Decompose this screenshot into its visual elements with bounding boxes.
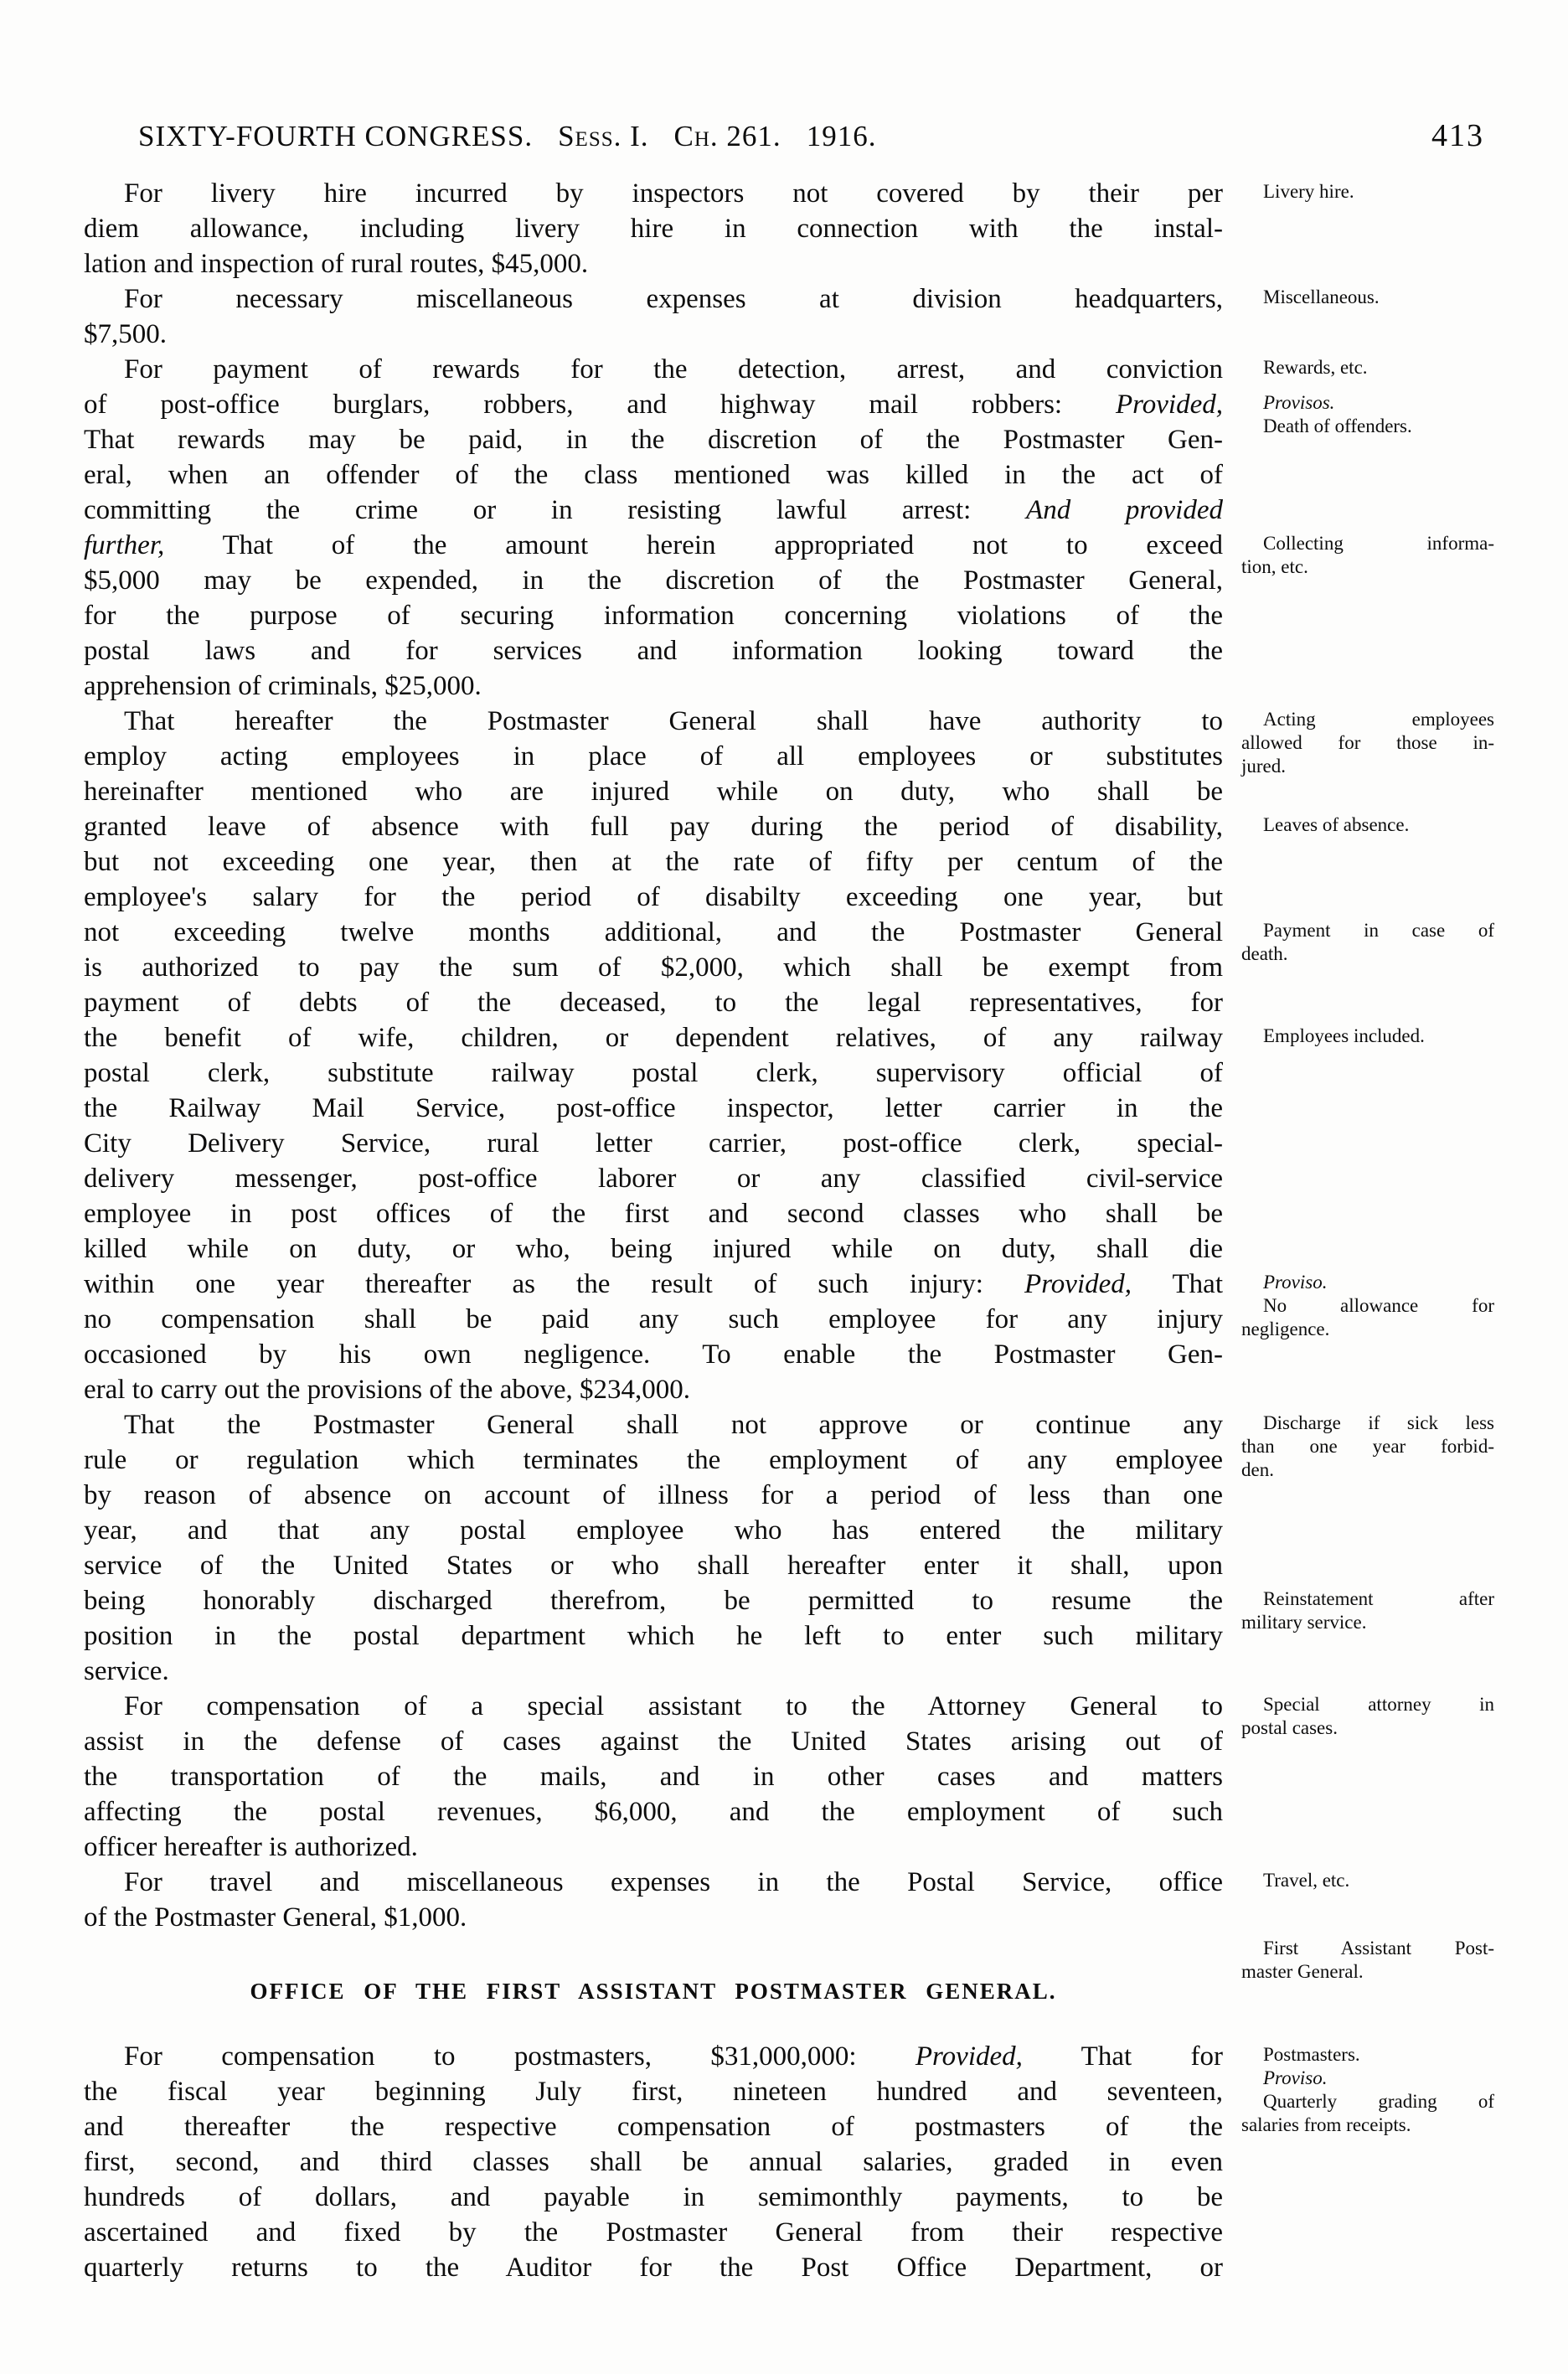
paragraph [84,1865,1223,1935]
margin-note-line: Proviso. [1263,2067,1328,2088]
margin-note-line: No allowance for [1263,1295,1494,1316]
text-line: hundreds of dollars, and payable in semimonthly payments, to be [84,2182,1223,2212]
text-line: That the Postmaster General shall not approve or continue any [124,1410,1223,1440]
text-line: For livery hire incurred by inspectors not covered by their per [124,178,1223,209]
page-number: 413 [1431,118,1484,153]
margin-note-line: Proviso. [1263,1272,1328,1293]
margin-note [1241,532,1494,579]
text-line: killed while on duty, or who, being injured while on duty, shall die [84,1234,1223,1264]
margin-note-line: than one year forbid- [1241,1436,1494,1457]
margin-note-line: Travel, etc. [1263,1870,1350,1891]
paragraph [84,281,1223,352]
margin-note-line: salaries from receipts. [1241,2114,1411,2135]
margin-note-line: Acting employees [1263,709,1494,730]
running-head-session: Sess. I. [558,120,649,152]
margin-note-line: postal cases. [1241,1717,1338,1738]
margin-note [1241,391,1494,438]
text-line: officer hereafter is authorized. [84,1832,418,1862]
text-line: eral to carry out the provisions of the above, $234,000. [84,1375,690,1405]
text-line: postal clerk, substitute railway postal clerk, supervisory official of [84,1058,1223,1088]
paragraph [84,1689,1223,1865]
text-line: eral, when an offender of the class mentioned was killed in the act of [84,460,1223,490]
text-line: That rewards may be paid, in the discretion of the Postmaster Gen- [84,425,1223,455]
text-line: service of the United States or who shall hereafter enter it shall, upon [84,1551,1223,1581]
margin-note-line: First Assistant Post- [1263,1938,1494,1959]
margin-note [1241,1587,1494,1634]
text-line: the transportation of the mails, and in other cases and matters [84,1762,1223,1792]
margin-note-line: Employees included. [1263,1025,1425,1046]
margin-note-line: Reinstatement after [1263,1588,1494,1609]
margin-note [1241,1937,1494,1984]
text-line: For travel and miscellaneous expenses in the Postal Service, office [124,1867,1223,1897]
text-line: For necessary miscellaneous expenses at division headquarters, [124,284,1223,314]
margin-note-line: Provisos. [1263,392,1335,413]
running-head-year: 1916. [806,120,877,152]
section-heading: OFFICE OF THE FIRST ASSISTANT POSTMASTER GENERAL. [250,1979,1057,2004]
margin-note [1241,356,1494,379]
margin-note-line: Leaves of absence. [1263,814,1410,835]
margin-note-line: Livery hire. [1263,181,1354,202]
text-line: committing the crime or in resisting lawful arrest: And provided [84,495,1223,525]
margin-note-line: allowed for those in- [1241,732,1494,753]
text-line: rule or regulation which terminates the employment of any employee [84,1445,1223,1475]
paragraph [84,2039,1223,2285]
text-line: within one year thereafter as the result of such injury: Provided, That [84,1269,1223,1299]
text-line: For payment of rewards for the detection, arrest, and conviction [124,354,1223,384]
margin-note-line: Collecting informa- [1263,533,1494,554]
margin-note [1241,708,1494,778]
text-line: not exceeding twelve months additional, and the Postmaster General [84,917,1223,947]
margin-note-line: military service. [1241,1612,1367,1633]
running-head-chapter: Ch. 261. [673,120,781,152]
text-line: $7,500. [84,319,167,349]
text-line: of post-office burglars, robbers, and highway mail robbers: Provided, [84,390,1223,420]
text-line: diem allowance, including livery hire in connection with the instal- [84,214,1223,244]
text-line: quarterly returns to the Auditor for the Post Office Department, or [84,2253,1223,2283]
text-line: occasioned by his own negligence. To enable the Postmaster Gen- [84,1339,1223,1370]
margin-note-line: Payment in case of [1263,920,1494,941]
margin-note-line: death. [1241,943,1288,964]
text-line: by reason of absence on account of illness for a period of less than one [84,1480,1223,1510]
text-line: postal laws and for services and information looking toward the [84,636,1223,666]
text-line: but not exceeding one year, then at the rate of fifty per centum of the [84,847,1223,877]
text-line: employee in post offices of the first and second classes who shall be [84,1199,1223,1229]
paragraph [84,704,1223,1407]
text-line: no compensation shall be paid any such employee for any injury [84,1304,1223,1334]
body-column [84,176,1223,2285]
margin-note-line: Quarterly grading of [1263,2091,1494,2112]
margin-note-line: tion, etc. [1241,556,1308,577]
margin-note [1241,180,1494,204]
margin-note [1241,1271,1494,1341]
text-line: payment of debts of the deceased, to the legal representatives, for [84,988,1223,1018]
margin-note-line: Discharge if sick less [1263,1412,1494,1433]
text-line: of the Postmaster General, $1,000. [84,1902,467,1933]
margin-note-line: master General. [1241,1961,1364,1982]
text-line: affecting the postal revenues, $6,000, and the employment of such [84,1797,1223,1827]
text-line: employ acting employees in place of all employees or substitutes [84,741,1223,772]
text-line: apprehension of criminals, $25,000. [84,671,482,701]
running-head [138,117,1484,154]
text-line: For compensation to postmasters, $31,000,000: Provided, That for [124,2041,1223,2072]
text-line: ascertained and fixed by the Postmaster General from their respective [84,2217,1223,2248]
text-line: City Delivery Service, rural letter carrier, post-office clerk, special- [84,1128,1223,1159]
margin-note [1241,813,1494,837]
text-line: for the purpose of securing information concerning violations of the [84,601,1223,631]
text-line: delivery messenger, post-office laborer or any classified civil-service [84,1164,1223,1194]
text-line: assist in the defense of cases against the United States arising out of [84,1726,1223,1757]
text-line: year, and that any postal employee who has entered the military [84,1515,1223,1546]
text-line: $5,000 may be expended, in the discretion of the Postmaster General, [84,565,1223,596]
margin-note [1241,1024,1494,1048]
margin-note [1241,1693,1494,1740]
margin-note-line: Rewards, etc. [1263,357,1368,378]
margin-note [1241,1411,1494,1482]
text-line: first, second, and third classes shall be annual salaries, graded in even [84,2147,1223,2177]
text-line: position in the postal department which he left to enter such military [84,1621,1223,1651]
margin-note-line: Miscellaneous. [1263,286,1380,307]
text-line: lation and inspection of rural routes, $45,000. [84,249,589,279]
margin-note [1241,2043,1494,2137]
margin-note-line: Death of offenders. [1263,415,1412,436]
text-line: further, That of the amount herein appropriated not to exceed [84,530,1223,560]
text-line: service. [84,1656,169,1686]
text-line: For compensation of a special assistant to the Attorney General to [124,1691,1223,1721]
margin-note-line: jured. [1241,756,1287,777]
margin-note [1241,286,1494,309]
text-line: the fiscal year beginning July first, nineteen hundred and seventeen, [84,2077,1223,2107]
margin-note [1241,1869,1494,1892]
margin-note-line: negligence. [1241,1319,1330,1339]
margin-note-line: den. [1241,1459,1274,1480]
text-line: granted leave of absence with full pay during the period of disability, [84,812,1223,842]
paragraph [84,352,1223,704]
running-head-congress: SIXTY-FOURTH CONGRESS. [138,120,534,152]
text-line: the Railway Mail Service, post-office inspector, letter carrier in the [84,1093,1223,1123]
text-line: That hereafter the Postmaster General shall have authority to [124,706,1223,736]
margin-note [1241,919,1494,966]
text-line: and thereafter the respective compensation of postmasters of the [84,2112,1223,2142]
text-line: employee's salary for the period of disabilty exceeding one year, but [84,882,1223,912]
text-line: the benefit of wife, children, or dependent relatives, of any railway [84,1023,1223,1053]
paragraph [84,176,1223,281]
margin-note-line: Postmasters. [1263,2044,1360,2065]
paragraph [84,1407,1223,1689]
text-line: hereinafter mentioned who are injured while on duty, who shall be [84,777,1223,807]
margin-note-line: Special attorney in [1263,1694,1494,1715]
text-line: being honorably discharged therefrom, be permitted to resume the [84,1586,1223,1616]
text-line: is authorized to pay the sum of $2,000, which shall be exempt from [84,952,1223,983]
